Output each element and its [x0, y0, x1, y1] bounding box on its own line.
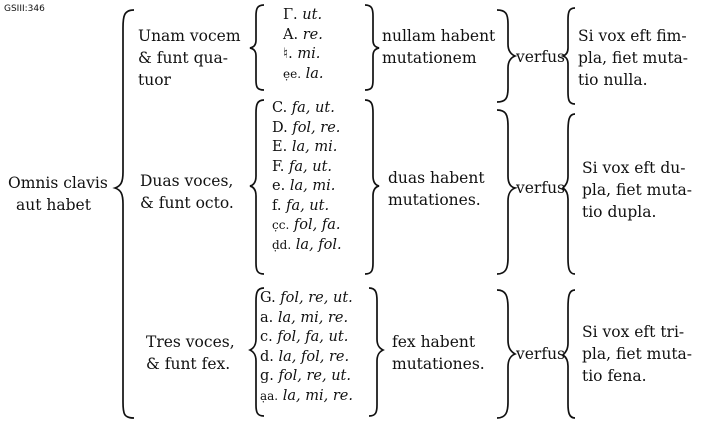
result-line: pla, fiet muta-: [582, 181, 693, 199]
key-row: [283, 26, 324, 46]
voices-line: tuor: [138, 71, 171, 89]
key-row: [272, 236, 342, 256]
key-syllables: la, mi.: [291, 139, 338, 155]
result-group-2: [582, 157, 692, 223]
mutations-group-1: [382, 25, 495, 69]
key-row: [260, 348, 353, 368]
key-row: [260, 309, 353, 329]
voices-line: Duas voces,: [140, 172, 234, 190]
voices-group-2: [140, 170, 234, 214]
voices-line: & funt qua-: [138, 49, 228, 67]
key-letter: a.: [260, 309, 274, 326]
mutations-line: fex habent: [392, 333, 476, 351]
mutations-group-2: [388, 167, 485, 211]
versus-1: verfus: [516, 48, 566, 66]
brace-keys-3-right: [369, 288, 383, 416]
key-syllables: fol, fa, ut.: [277, 329, 349, 345]
brace-keys-2-left: [250, 100, 264, 274]
key-letter: A.: [283, 26, 299, 43]
key-syllables: fa, ut.: [289, 158, 333, 175]
key-letter: F.: [272, 158, 285, 175]
key-syllables: re.: [302, 26, 323, 43]
mutations-line: duas habent: [388, 169, 485, 187]
result-line: Si vox eft fim-: [578, 27, 687, 45]
result-group-3: [582, 321, 692, 387]
mutations-line: mutationes.: [388, 191, 481, 209]
key-letter: ạa.: [260, 388, 279, 403]
key-letter: g.: [260, 368, 274, 384]
key-syllables: fa, ut.: [286, 197, 330, 214]
brace-keys-1-left: [250, 5, 264, 90]
voices-group-1: [138, 25, 241, 91]
brace-keys-2-right: [365, 100, 379, 274]
result-line: pla, fiet muta-: [582, 345, 693, 363]
brace-keys-1-right: [365, 5, 379, 90]
key-letter: f.: [272, 197, 282, 214]
key-letter: G.: [260, 290, 276, 306]
key-row: [283, 65, 324, 85]
key-letter: c.: [260, 329, 273, 345]
reference-label: GSIII:346: [4, 4, 45, 14]
key-syllables: la.: [305, 65, 324, 82]
versus-2: verfus: [516, 179, 566, 197]
key-row: [272, 119, 342, 139]
key-letter: E.: [272, 139, 288, 155]
mutations-line: mutationes.: [392, 355, 485, 373]
key-row: [272, 99, 342, 119]
key-row: [272, 177, 342, 197]
voices-line: Unam vocem: [138, 27, 241, 45]
key-syllables: mi.: [297, 46, 321, 62]
result-line: tio fena.: [582, 367, 647, 385]
key-syllables: fol, re, ut.: [280, 290, 353, 306]
key-row: [272, 197, 342, 217]
key-row: [283, 6, 324, 26]
key-letter: ♮.: [283, 46, 293, 62]
mutations-line: nullam habent: [382, 27, 496, 45]
key-row: [260, 289, 353, 309]
lead-line-2: aut habet: [16, 196, 91, 214]
result-line: pla, fiet muta-: [578, 49, 689, 67]
key-letter: d.: [260, 348, 274, 365]
key-syllables: la, mi, re.: [277, 309, 349, 326]
result-line: tio nulla.: [578, 71, 648, 89]
result-line: tio dupla.: [582, 203, 657, 221]
brace-main: [115, 10, 134, 418]
brace-versus-3: [497, 290, 515, 418]
mutations-line: mutationem: [382, 49, 477, 67]
lead-line-1: Omnis clavis: [8, 174, 108, 192]
key-row: [260, 328, 353, 348]
versus-3: verfus: [516, 345, 566, 363]
key-letter: D.: [272, 119, 288, 136]
key-row: [260, 387, 353, 407]
keys-group-1: [283, 6, 324, 84]
voices-line: & funt fex.: [146, 355, 231, 373]
key-syllables: la, mi, re.: [282, 387, 353, 404]
result-line: Si vox eft du-: [582, 159, 686, 177]
key-letter: e.: [272, 178, 286, 194]
key-syllables: ut.: [302, 7, 323, 23]
key-syllables: fa, ut.: [291, 100, 335, 116]
keys-group-3: [260, 289, 353, 406]
result-group-1: [578, 25, 688, 91]
key-syllables: fol, re.: [292, 119, 341, 136]
brace-versus-2: [497, 110, 515, 274]
key-syllables: fol, fa.: [293, 217, 341, 233]
mutations-group-3: [392, 331, 485, 375]
key-row: [272, 138, 342, 158]
key-letter: c̣c.: [272, 218, 290, 232]
key-syllables: la, fol, re.: [278, 348, 350, 365]
key-letter: ẹe.: [283, 66, 302, 81]
key-syllables: la, mi.: [289, 178, 336, 194]
key-row: [272, 158, 342, 178]
voices-line: Tres voces,: [146, 333, 235, 351]
key-row: [260, 367, 353, 387]
key-syllables: la, fol.: [295, 236, 342, 253]
voices-line: & funt octo.: [140, 194, 234, 212]
key-row: [272, 216, 342, 236]
keys-group-2: [272, 99, 342, 255]
brace-versus-1: [497, 10, 515, 102]
result-line: Si vox eft tri-: [582, 323, 685, 341]
key-row: [283, 45, 324, 65]
key-letter: C.: [272, 100, 288, 116]
key-syllables: fol, re, ut.: [278, 368, 351, 384]
lead-text: [8, 172, 108, 216]
key-letter: Γ.: [283, 7, 298, 23]
voices-group-3: [146, 331, 235, 375]
key-letter: ḍd.: [272, 237, 292, 252]
